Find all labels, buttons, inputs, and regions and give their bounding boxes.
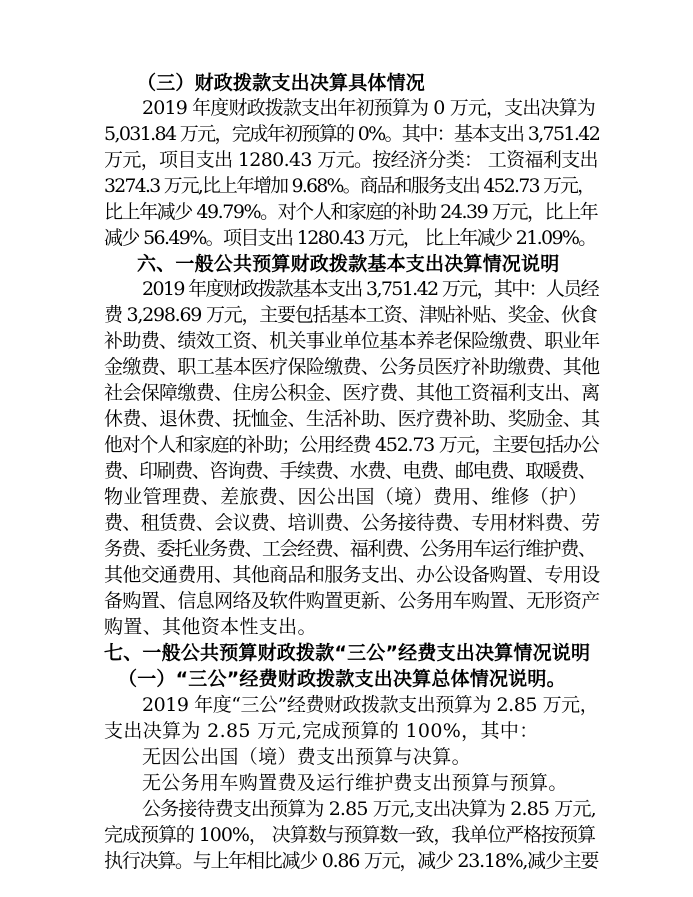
paragraph-line: 备购置、信息网络及软件购置更新、公务用车购置、无形资产 [104, 590, 600, 612]
paragraph-line: 他对个人和家庭的补助；公用经费 452.73 万元，主要包括办公 [104, 434, 599, 456]
section-7-heading: 七、一般公共预算财政拨款“三公”经费支出决算情况说明 [104, 642, 591, 664]
paragraph-line: 购置、其他资本性支出。 [104, 616, 317, 638]
paragraph-line: 金缴费、职工基本医疗保险缴费、公务员医疗补助缴费、其他 [104, 356, 600, 378]
paragraph-line: 休费、退休费、抚恤金、生活补助、医疗费补助、奖励金、其 [104, 408, 600, 430]
paragraph-line: 无公务用车购置费及运行维护费支出预算与预算。 [142, 772, 568, 794]
paragraph-line: 费 3,298.69 万元，主要包括基本工资、津贴补贴、奖金、伙食 [104, 304, 597, 326]
paragraph-line: 物业管理费、差旅费、因公出国（境）费用、维修（护） [104, 486, 588, 508]
paragraph-line: 减少 56.49%。项目支出 1280.43 万元， 比上年减少 21.09%。 [104, 227, 596, 249]
section-7-1-heading: （一）“三公”经费财政拨款支出决算总体情况说明。 [118, 668, 566, 690]
section-6-heading: 六、一般公共预算财政拨款基本支出决算情况说明 [137, 253, 560, 275]
paragraph-line: 费、印刷费、咨询费、手续费、水费、电费、邮电费、取暖费、 [104, 460, 596, 482]
section-3-3-heading: （三）财政拨款支出决算具体情况 [137, 72, 426, 94]
paragraph-line: 其他交通费用、其他商品和服务支出、办公设备购置、专用设 [104, 564, 600, 586]
paragraph-line: 5,031.84 万元，完成年初预算的 0%。其中：基本支出 3,751.42 [104, 123, 600, 145]
paragraph-line: 社会保障缴费、住房公积金、医疗费、其他工资福利支出、离 [104, 382, 600, 404]
paragraph-line: 费、租赁费、会议费、培训费、公务接待费、专用材料费、劳 [104, 512, 600, 534]
paragraph-line: 比上年减少 49.79%。对个人和家庭的补助 24.39 万元，比上年 [104, 201, 598, 223]
paragraph-line: 2019 年度“三公”经费财政拨款支出预算为 2.85 万元， [142, 694, 599, 716]
paragraph-line: 无因公出国（境）费支出预算与决算。 [142, 746, 471, 768]
paragraph-line: 执行决算。与上年相比减少 0.86 万元，减少 23.18%,减少主要 [104, 850, 599, 872]
paragraph-line: 公务接待费支出预算为 2.85 万元,支出决算为 2.85 万元, [142, 798, 596, 820]
paragraph-line: 万元，项目支出 1280.43 万元。按经济分类： 工资福利支出 [104, 149, 598, 171]
paragraph-line: 2019 年度财政拨款基本支出 3,751.42 万元，其中：人员经 [142, 278, 598, 300]
paragraph-line: 3274.3 万元,比上年增加 9.68%。商品和服务支出 452.73 万元， [104, 176, 595, 197]
paragraph-line: 2019 年度财政拨款支出年初预算为 0 万元，支出决算为 [142, 97, 595, 119]
paragraph-line: 务费、委托业务费、工会经费、福利费、公务用车运行维护费、 [104, 538, 596, 560]
paragraph-line: 补助费、绩效工资、机关事业单位基本养老保险缴费、职业年 [104, 330, 600, 352]
paragraph-line: 完成预算的 100%， 决算数与预算数一致，我单位严格按预算 [104, 824, 595, 846]
paragraph-line: 支出决算为 2.85 万元,完成预算的 100%，其中： [104, 720, 539, 742]
